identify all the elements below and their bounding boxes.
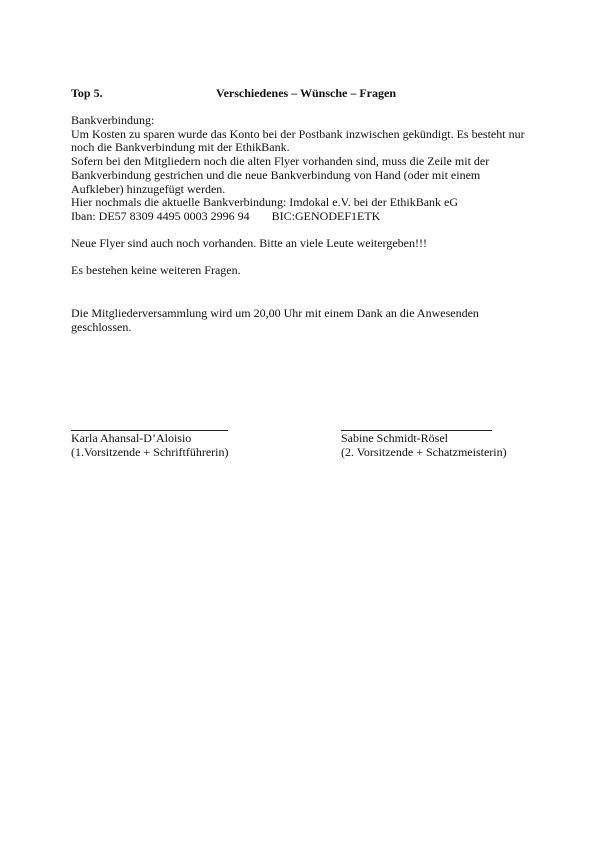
bank-line-2: noch die Bankverbindung mit der EthikBank. — [71, 140, 290, 155]
section-number: Top 5. — [71, 86, 103, 100]
closing-line-2: geschlossen. — [71, 319, 132, 334]
bank-line-5: Aufkleber) hinzugefügt werden. — [71, 181, 226, 196]
bank-line-6: Hier nochmals die aktuelle Bankverbindung: Imdokal e.V. bei der EthikBank eG — [71, 195, 459, 210]
bank-line-4: Bankverbindung gestrichen und die neue Bankverbindung von Hand (oder mit einem — [71, 167, 481, 182]
iban-value: Iban: DE57 8309 4495 0003 2996 94 — [71, 208, 250, 223]
signature-left-role: (1.Vorsitzende + Schriftführerin) — [71, 445, 229, 459]
closing-line-1: Die Mitgliederversammlung wird um 20,00 Uhr mit einem Dank an die Anwesenden — [71, 306, 479, 320]
bank-line-1: Um Kosten zu sparen wurde das Konto bei der Postbank inzwischen gekündigt. Es besteht nur — [71, 126, 525, 141]
section-title: Verschiedenes – Wünsche – Fragen — [216, 86, 396, 100]
bic-value: BIC:GENODEF1ETK — [271, 208, 381, 223]
signature-left-name: Karla Ahansal-D’Aloisio — [71, 431, 192, 445]
flyer-paragraph — [71, 237, 541, 251]
bank-section — [71, 114, 541, 224]
iban-bic-row — [71, 210, 541, 224]
questions-paragraph — [71, 264, 541, 278]
bank-line-3: Sofern bei den Mitgliedern noch die alten Flyer vorhanden sind, muss die Zeile mit der — [71, 154, 490, 169]
signature-right-role: (2. Vorsitzende + Schatzmeisterin) — [341, 445, 507, 459]
signature-right-name: Sabine Schmidt-Rösel — [341, 431, 448, 445]
closing-paragraph — [71, 307, 541, 334]
bank-heading: Bankverbindung: — [71, 113, 155, 127]
flyer-text: Neue Flyer sind auch noch vorhanden. Bitte an viele Leute weitergeben!!! — [71, 236, 427, 250]
questions-text: Es bestehen keine weiteren Fragen. — [71, 263, 241, 277]
